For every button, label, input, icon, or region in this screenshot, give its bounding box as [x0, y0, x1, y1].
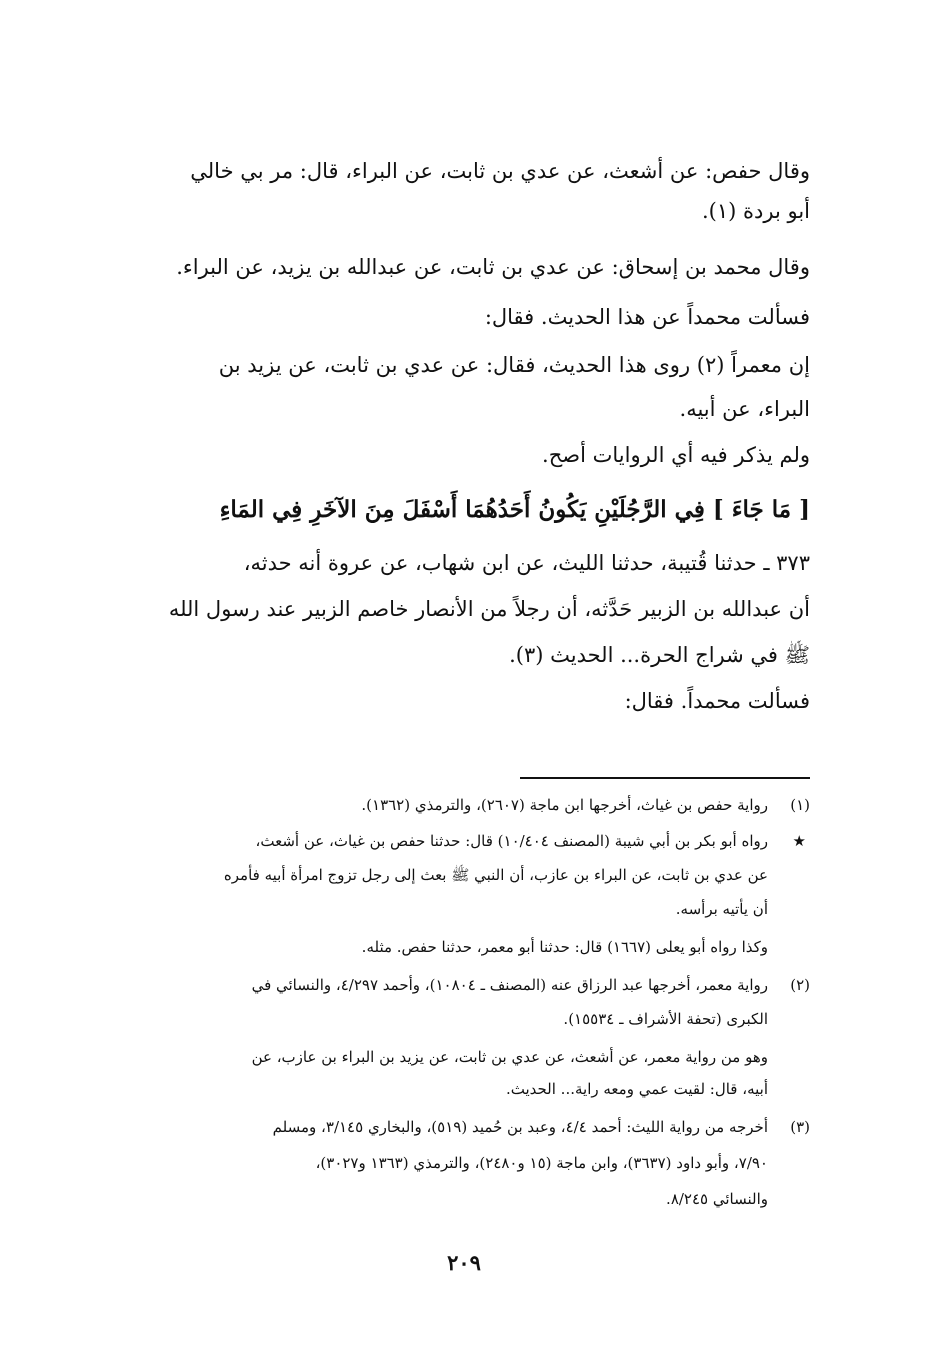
footnote-line: الكبرى (تحفة الأشراف ـ ١٥٥٣٤). [563, 1010, 768, 1028]
text-line: فسألت محمداً عن هذا الحديث. فقال: [484, 305, 810, 329]
hadith-line: ٣٧٣ ـ حدثنا قُتيبة، حدثنا الليث، عن ابن شهاب، عن عروة أنه حدثه، [243, 551, 810, 575]
footnote-line: ٧/٩٠، وأبو داود (٣٦٣٧)، وابن ماجة (١٥ و٢٤٨٠)، والترمذي (١٣٦٣ و٣٠٢٧)، [315, 1154, 768, 1172]
text-line: البراء، عن أبيه. [679, 397, 810, 421]
footnote-line: والنسائي ٨/٢٤٥. [666, 1190, 768, 1208]
hadith-line: ﷺ في شراج الحرة... الحديث (٣). [509, 643, 810, 667]
footnote-line: أن يأتيه برأسه. [675, 900, 768, 918]
text-line: وقال حفص: عن أشعث، عن عدي بن ثابت، عن البراء، قال: مر بي خالي [190, 159, 810, 183]
page-number: ٢٠٩ [447, 1250, 481, 1275]
footnote-line: عن عدي بن ثابت، عن البراء بن عازب، أن النبي ﷺ بعث إلى رجل تزوج امرأة أبيه فأمره [223, 866, 768, 884]
text-line: أبو بردة (١). [701, 199, 810, 223]
footnote-line: رواية حفص بن غياث، أخرجها ابن ماجة (٢٦٠٧)، والترمذي (١٣٦٢). [361, 796, 768, 814]
hadith-line: أن عبدالله بن الزبير حَدَّثه، أن رجلاً من الأنصار خاصم الزبير عند رسول الله [168, 597, 810, 621]
footnote-separator [520, 777, 810, 779]
star-marker: ★ [792, 832, 806, 850]
footnote-line: رواه أبو بكر بن أبي شيبة (المصنف ١٠/٤٠٤) قال: حدثنا حفص بن غياث، عن أشعث، [255, 832, 768, 850]
footnote-line: أخرجه من رواية الليث: أحمد ٤/٤، وعبد بن حُميد (٥١٩)، والبخاري ٣/١٤٥، ومسلم [272, 1118, 768, 1136]
footnote-marker: (١) [790, 796, 810, 814]
footnote-line: وهو من رواية معمر، عن أشعث، عن عدي بن ثابت، عن يزيد بن البراء بن عازب، عن [251, 1048, 768, 1066]
hadith-line: فسألت محمداً. فقال: [624, 689, 810, 713]
chapter-heading: [ مَا جَاءَ ] فِي الرَّجُلَيْنِ يَكُونُ أَحَدُهُمَا أَسْفَلَ مِنَ الآخَرِ فِي المَاءِ [219, 496, 810, 523]
footnote-marker: (٣) [790, 1118, 810, 1136]
text-line: إن معمراً (٢) روى هذا الحديث، فقال: عن عدي بن ثابت، عن يزيد بن [218, 353, 810, 377]
footnote-marker: (٢) [790, 976, 810, 994]
footnote-line: رواية معمر، أخرجها عبد الرزاق عنه (المصنف ـ ١٠٨٠٤)، وأحمد ٤/٢٩٧، والنسائي في [251, 976, 768, 994]
text-line: وقال محمد بن إسحاق: عن عدي بن ثابت، عن عبدالله بن يزيد، عن البراء. [176, 255, 810, 279]
footnote-line: أبيه، قال: لقيت عمي ومعه راية... الحديث. [505, 1080, 768, 1098]
text-line: ولم يذكر فيه أي الروايات أصح. [542, 443, 810, 467]
footnote-line: وكذا رواه أبو يعلى (١٦٦٧) قال: حدثنا أبو معمر، حدثنا حفص. مثله. [361, 938, 768, 956]
